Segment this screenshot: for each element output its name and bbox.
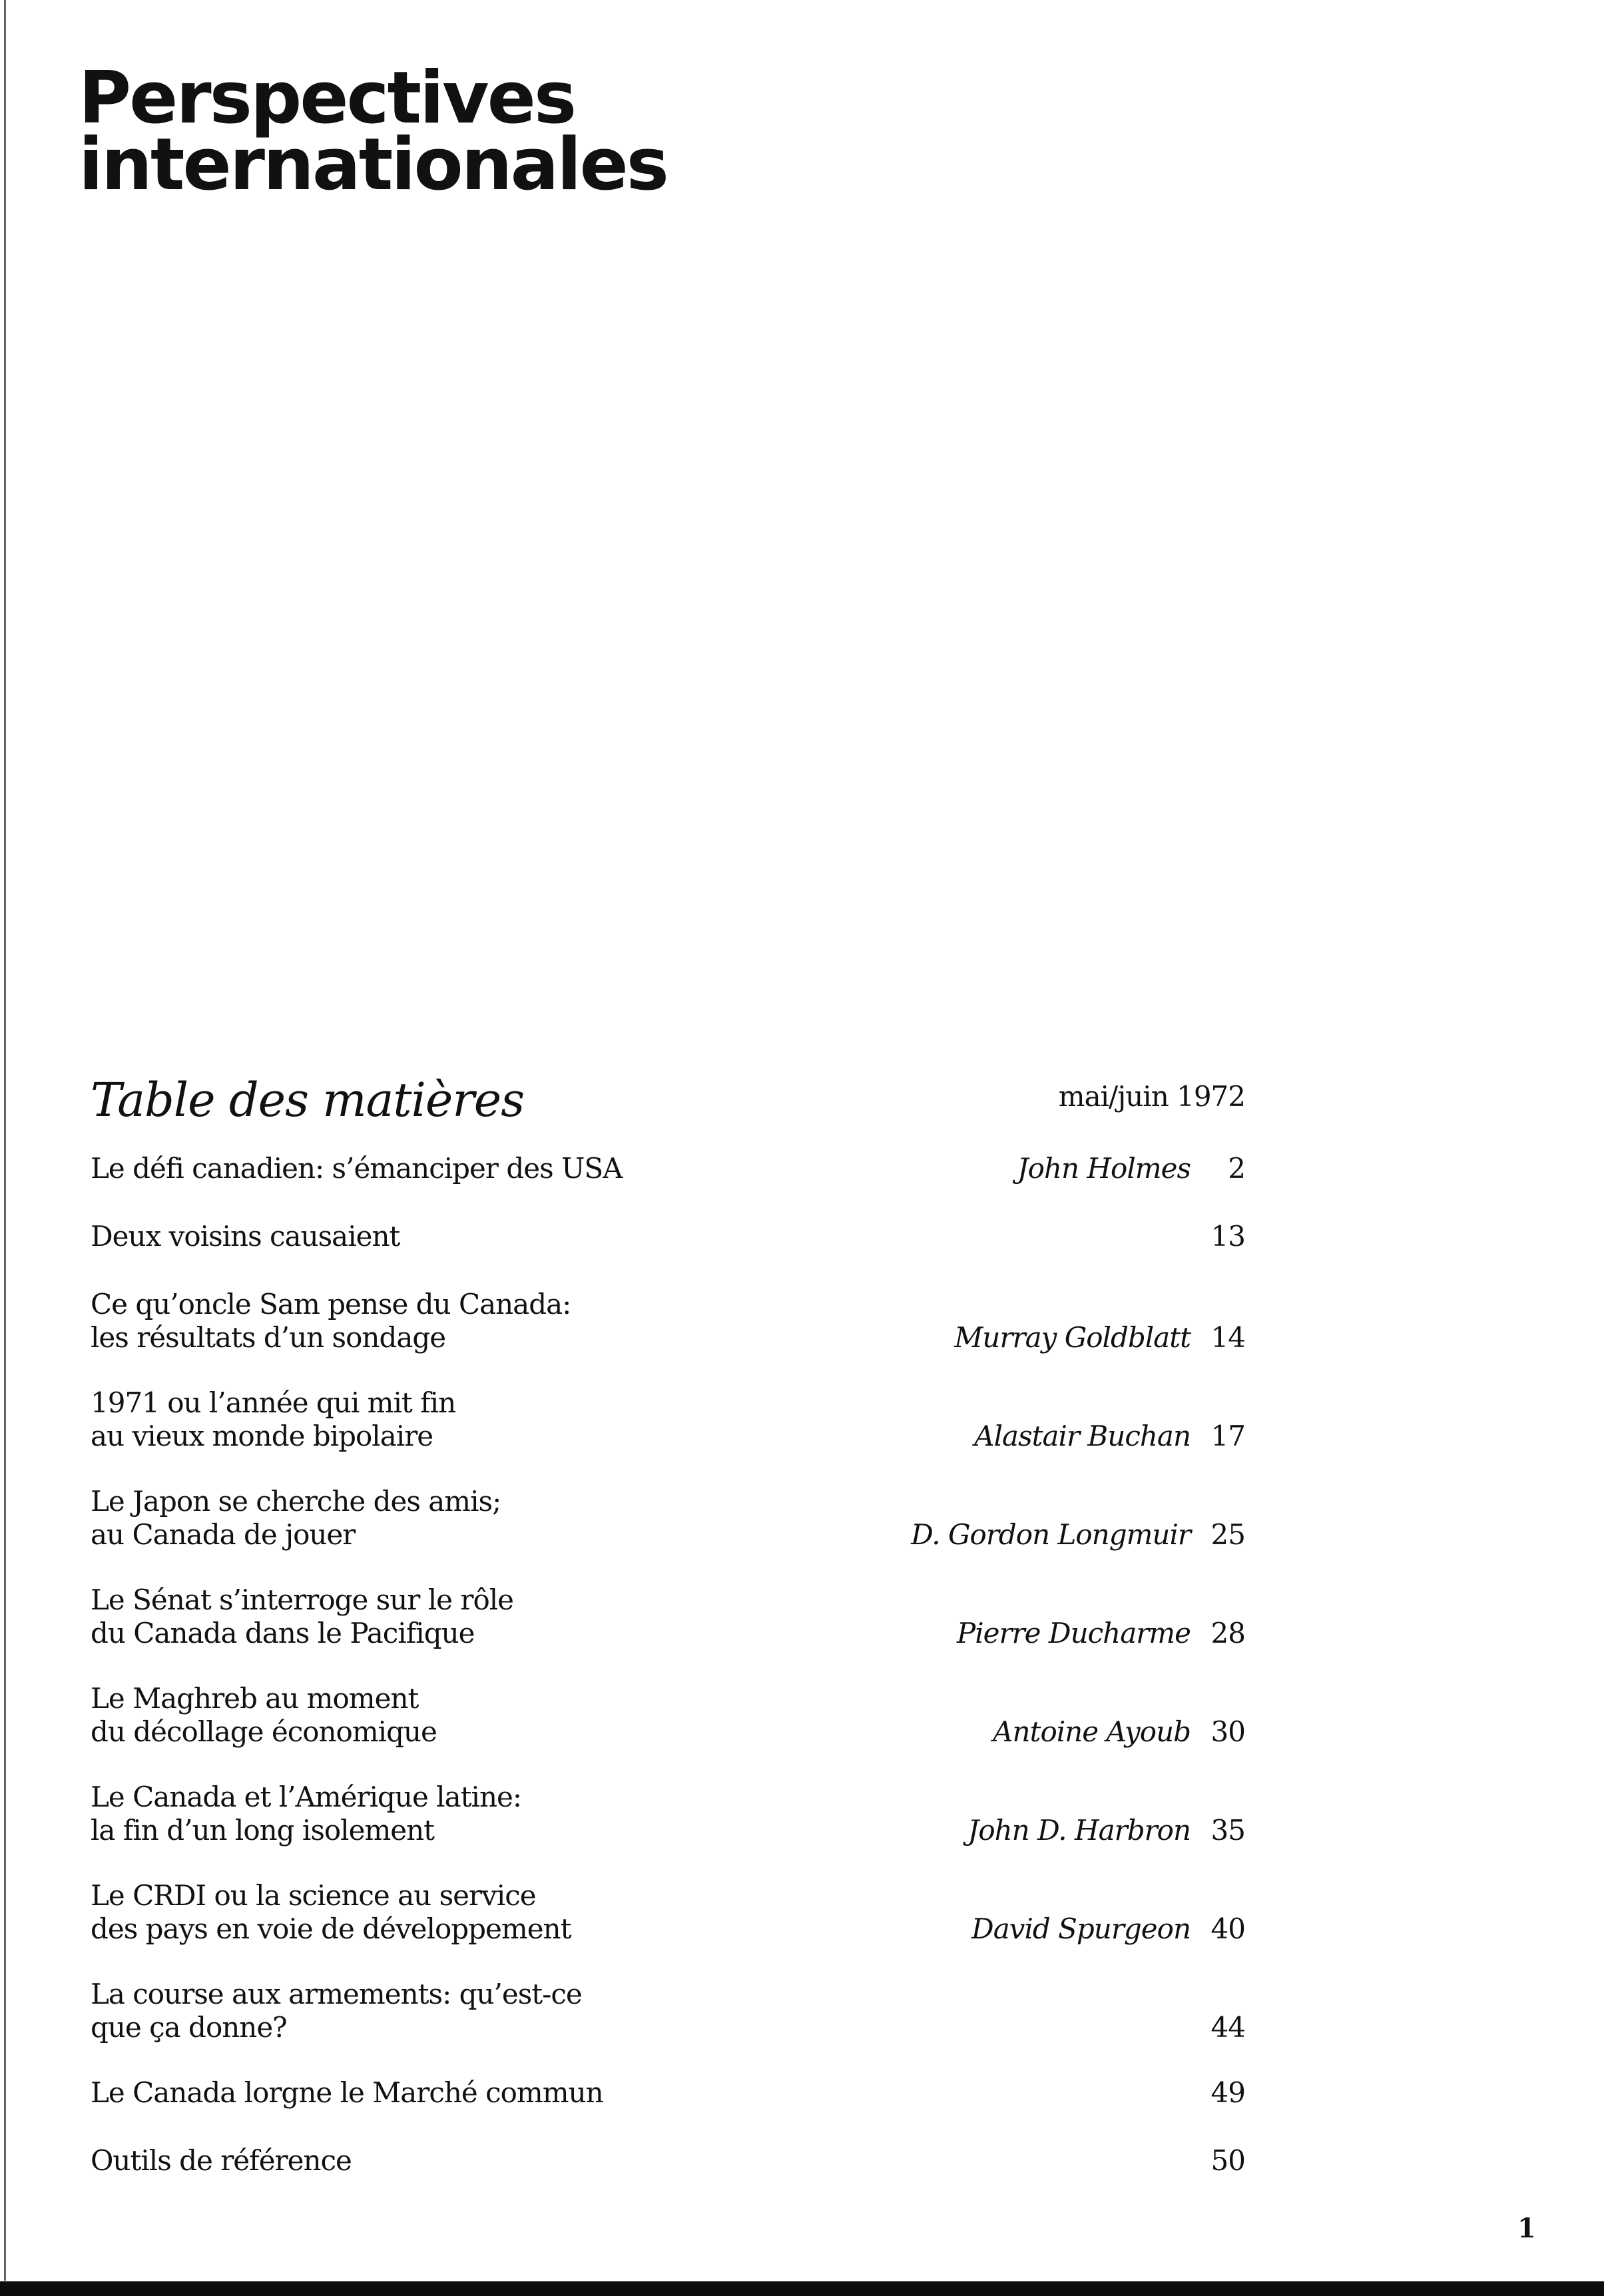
toc-entry[interactable] — [91, 1583, 1245, 1650]
toc-entry-page: 50 — [1210, 2144, 1245, 2177]
toc-entry-title: Deux voisins causaient — [91, 1220, 400, 1253]
toc-entry-title: Le Japon se cherche des amis; au Canada de jouer — [91, 1485, 501, 1551]
toc-entry-author: Alastair Buchan — [974, 1420, 1191, 1452]
toc-header — [91, 1067, 1245, 1133]
bottom-edge-rule — [0, 2281, 1604, 2296]
toc-entry-page: 28 — [1210, 1617, 1245, 1649]
toc-entry-author: Murray Goldblatt — [954, 1321, 1191, 1354]
toc-entry[interactable] — [91, 1152, 1245, 1185]
toc-entry-title: Le CRDI ou la science au service des pays en voie de développement — [91, 1879, 571, 1945]
toc-entry-title: La course aux armements: qu’est-ce que ça donne? — [91, 1978, 582, 2044]
toc-list — [91, 1152, 1245, 2212]
toc-entry-author: John Holmes — [1017, 1152, 1191, 1185]
toc-entry-page: 25 — [1210, 1518, 1245, 1551]
toc-entry-page: 40 — [1210, 1912, 1245, 1945]
toc-entry[interactable] — [91, 1781, 1245, 1847]
toc-entry-page: 17 — [1210, 1420, 1245, 1452]
toc-entry[interactable] — [91, 1978, 1245, 2044]
toc-entry[interactable] — [91, 1288, 1245, 1354]
masthead-line-1: Perspectives — [79, 57, 575, 140]
toc-entry-page: 2 — [1228, 1152, 1245, 1185]
toc-entry-author: D. Gordon Longmuir — [911, 1518, 1191, 1551]
toc-entry[interactable] — [91, 1220, 1245, 1253]
toc-entry[interactable] — [91, 1682, 1245, 1749]
toc-entry-author: John D. Harbron — [967, 1814, 1191, 1847]
toc-entry-page: 13 — [1210, 1220, 1245, 1253]
toc-entry-title: 1971 ou l’année qui mit fin au vieux monde bipolaire — [91, 1386, 456, 1452]
toc-entry-page: 14 — [1210, 1321, 1245, 1354]
toc-entry-author: Pierre Ducharme — [956, 1617, 1191, 1649]
toc-entry-title: Le Canada lorgne le Marché commun — [91, 2076, 603, 2109]
masthead — [79, 57, 667, 206]
toc-entry-title: Le défi canadien: s’émanciper des USA — [91, 1152, 623, 1185]
toc-entry-title: Ce qu’oncle Sam pense du Canada: les résultats d’un sondage — [91, 1288, 571, 1354]
toc-entry[interactable] — [91, 2076, 1245, 2110]
toc-entry-title: Outils de référence — [91, 2144, 352, 2177]
toc-entry[interactable] — [91, 1485, 1245, 1552]
toc-entry-title: Le Canada et l’Amérique latine: la fin d’un long isolement — [91, 1781, 522, 1847]
toc-entry[interactable] — [91, 1386, 1245, 1453]
issue-date: mai/juin 1972 — [1058, 1080, 1245, 1113]
toc-entry-title: Le Maghreb au moment du décollage économique — [91, 1682, 437, 1748]
page-number: 1 — [1517, 2213, 1536, 2244]
toc-entry[interactable] — [91, 2144, 1245, 2177]
toc-entry-page: 44 — [1210, 2011, 1245, 2044]
toc-entry-title: Le Sénat s’interroge sur le rôle du Canada dans le Pacifique — [91, 1583, 514, 1649]
toc-entry-page: 49 — [1210, 2076, 1245, 2109]
toc-entry[interactable] — [91, 1879, 1245, 1946]
left-edge-rule — [3, 0, 7, 2281]
toc-heading: Table des matières — [91, 1073, 525, 1127]
toc-entry-author: Antoine Ayoub — [993, 1715, 1191, 1748]
toc-entry-author: David Spurgeon — [971, 1912, 1191, 1945]
toc-entry-page: 30 — [1210, 1715, 1245, 1748]
toc-entry-page: 35 — [1210, 1814, 1245, 1847]
masthead-line-2: internationales — [79, 123, 667, 206]
